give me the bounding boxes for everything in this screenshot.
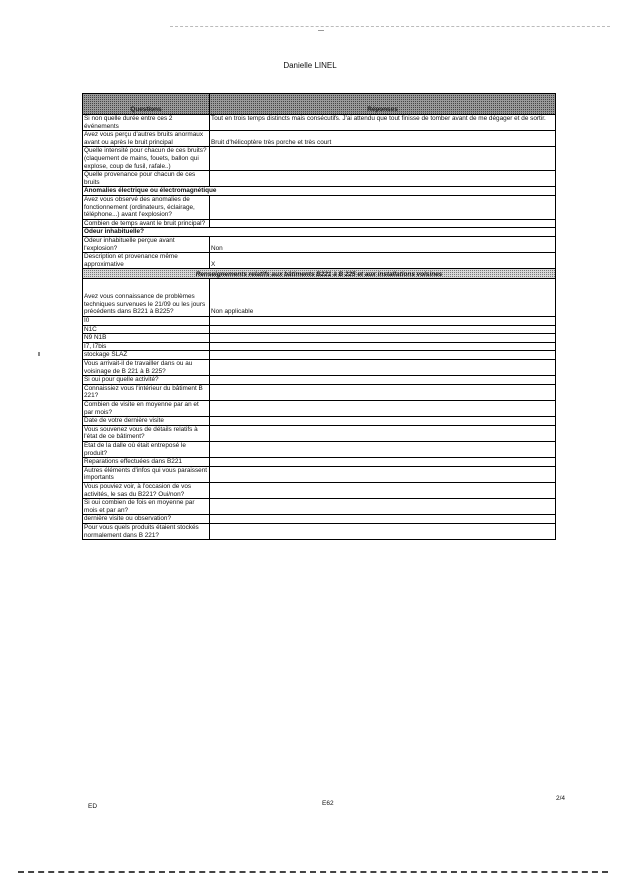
section-band-title: Renseignements relatifs aux bâtiments B221 à B 225 et aux installations voisines <box>83 269 556 279</box>
table-header-row <box>83 94 556 115</box>
table-row <box>83 499 556 515</box>
scan-artifact-mark <box>318 30 324 31</box>
question-cell: Quelle provenance pour chacun de ces bruits <box>83 171 210 187</box>
answer-cell <box>210 482 556 498</box>
question-cell: Combien de temps avant le bruit principal? <box>83 219 210 228</box>
questionnaire-table <box>82 93 556 540</box>
answer-cell <box>210 195 556 219</box>
answer-cell: Non applicable <box>210 279 556 317</box>
table-row <box>83 171 556 187</box>
scan-artifact-bottom <box>18 871 608 875</box>
answer-cell <box>210 376 556 385</box>
answer-cell <box>210 458 556 467</box>
table-row <box>83 115 556 131</box>
answer-cell <box>210 401 556 417</box>
table-row <box>83 425 556 441</box>
table-row <box>83 219 556 228</box>
answer-cell <box>210 147 556 171</box>
table-row <box>83 417 556 426</box>
footer-page-number: 2/4 <box>556 795 566 802</box>
table-row <box>83 325 556 334</box>
answer-cell <box>210 342 556 351</box>
question-cell: Si non quelle durée entre ces 2 événements <box>83 115 210 131</box>
answer-cell <box>210 334 556 343</box>
table-row <box>83 360 556 376</box>
table-row <box>83 466 556 482</box>
footer-initials: ED <box>88 803 98 810</box>
question-cell: Combien de visite en moyenne par an et par mois? <box>83 401 210 417</box>
question-cell: Pour vous quels produits étaient stockés normalement dans B 221? <box>83 523 210 539</box>
answer-cell <box>210 360 556 376</box>
table-row <box>83 482 556 498</box>
answer-cell <box>210 384 556 400</box>
scan-artifact-top <box>170 26 610 28</box>
answer-cell <box>210 171 556 187</box>
column-header-questions: Questions <box>83 94 210 115</box>
question-cell: Avez vous connaissance de problèmes techniques survenues le 21/09 ou les jours précédents dans B221 à B225? <box>83 279 210 317</box>
question-cell: I0 <box>83 317 210 326</box>
answer-cell <box>210 425 556 441</box>
answer-cell: Non <box>210 236 556 252</box>
question-cell: stockage SLAZ <box>83 351 210 360</box>
table-row <box>83 384 556 400</box>
section-heading-row <box>83 228 556 237</box>
table-row <box>83 401 556 417</box>
table-row <box>83 195 556 219</box>
table-row <box>83 317 556 326</box>
scan-artifact-margin <box>38 352 40 356</box>
table-row <box>83 334 556 343</box>
question-cell: Quelle intensité pour chacun de ces bruits? (claquement de mains, fouets, ballon qui explose, coup de fusil, rafale..) <box>83 147 210 171</box>
section-heading-row <box>83 187 556 196</box>
table-row <box>83 131 556 147</box>
answer-cell <box>210 441 556 457</box>
section-heading: Anomalies électrique ou électromagnétique <box>83 187 556 196</box>
question-cell: Avez vous observé des anomalies de fonctionnement (ordinateurs, éclairage, téléphone...) avant l'explosion? <box>83 195 210 219</box>
question-cell: Reparations effectuées dans B221 <box>83 458 210 467</box>
answer-cell <box>210 325 556 334</box>
answer-cell: Bruit d'hélicoptère très porche et très court <box>210 131 556 147</box>
question-cell: N1C <box>83 325 210 334</box>
table-row <box>83 376 556 385</box>
question-cell: Si oui combien de fois en moyenne par mois et par an? <box>83 499 210 515</box>
answer-cell <box>210 351 556 360</box>
question-cell: dernière visite ou observation? <box>83 515 210 524</box>
answer-cell <box>210 515 556 524</box>
question-cell: Connaissiez vous l'intérieur du bâtiment B 221? <box>83 384 210 400</box>
question-cell: Odeur inhabituelle perçue avant l'explosion? <box>83 236 210 252</box>
answer-cell <box>210 523 556 539</box>
table-row <box>83 458 556 467</box>
table-row <box>83 147 556 171</box>
answer-cell <box>210 219 556 228</box>
answer-cell <box>210 417 556 426</box>
question-cell: Vous souvenez vous de détails relatifs à l'état de ce bâtiment? <box>83 425 210 441</box>
table-row <box>83 342 556 351</box>
section-band-row <box>83 269 556 279</box>
answer-cell: X <box>210 253 556 269</box>
question-cell: N9 N1B <box>83 334 210 343</box>
table-row <box>83 441 556 457</box>
question-cell: Si oui pour quelle activité? <box>83 376 210 385</box>
table-row <box>83 523 556 539</box>
question-cell: Date de votre dernière visite <box>83 417 210 426</box>
question-cell: Vous arrivait-il de travailler dans ou au voisinage de B 221 à B 225? <box>83 360 210 376</box>
question-cell: I7, I7bis <box>83 342 210 351</box>
table-row <box>83 253 556 269</box>
question-cell: Description et provenance même approximative <box>83 253 210 269</box>
question-cell: Vous pouviez voir, à l'occasion de vos activités, le sas du B221? Oui/non? <box>83 482 210 498</box>
question-cell: Etat de la dalle où était entreposé le produit? <box>83 441 210 457</box>
answer-cell <box>210 466 556 482</box>
question-cell: Autres éléments d'infos qui vous paraissent importants <box>83 466 210 482</box>
answer-cell: Tout en trois temps distincts mais consécutifs. J'ai attendu que tout finisse de tomber avant de me dégager et de sortir. <box>210 115 556 131</box>
table-body <box>83 115 556 540</box>
table-row <box>83 515 556 524</box>
section-heading: Odeur inhabituelle? <box>83 228 556 237</box>
answer-cell <box>210 317 556 326</box>
footer-reference: E62 <box>322 800 334 807</box>
question-cell: Avez vous perçu d'autres bruits anormaux avant ou après le bruit principal <box>83 131 210 147</box>
table-row <box>83 279 556 317</box>
document-header-name: Danielle LINEL <box>283 61 337 70</box>
table-row <box>83 236 556 252</box>
answer-cell <box>210 499 556 515</box>
table-row <box>83 351 556 360</box>
column-header-answers: Réponses <box>210 94 556 115</box>
